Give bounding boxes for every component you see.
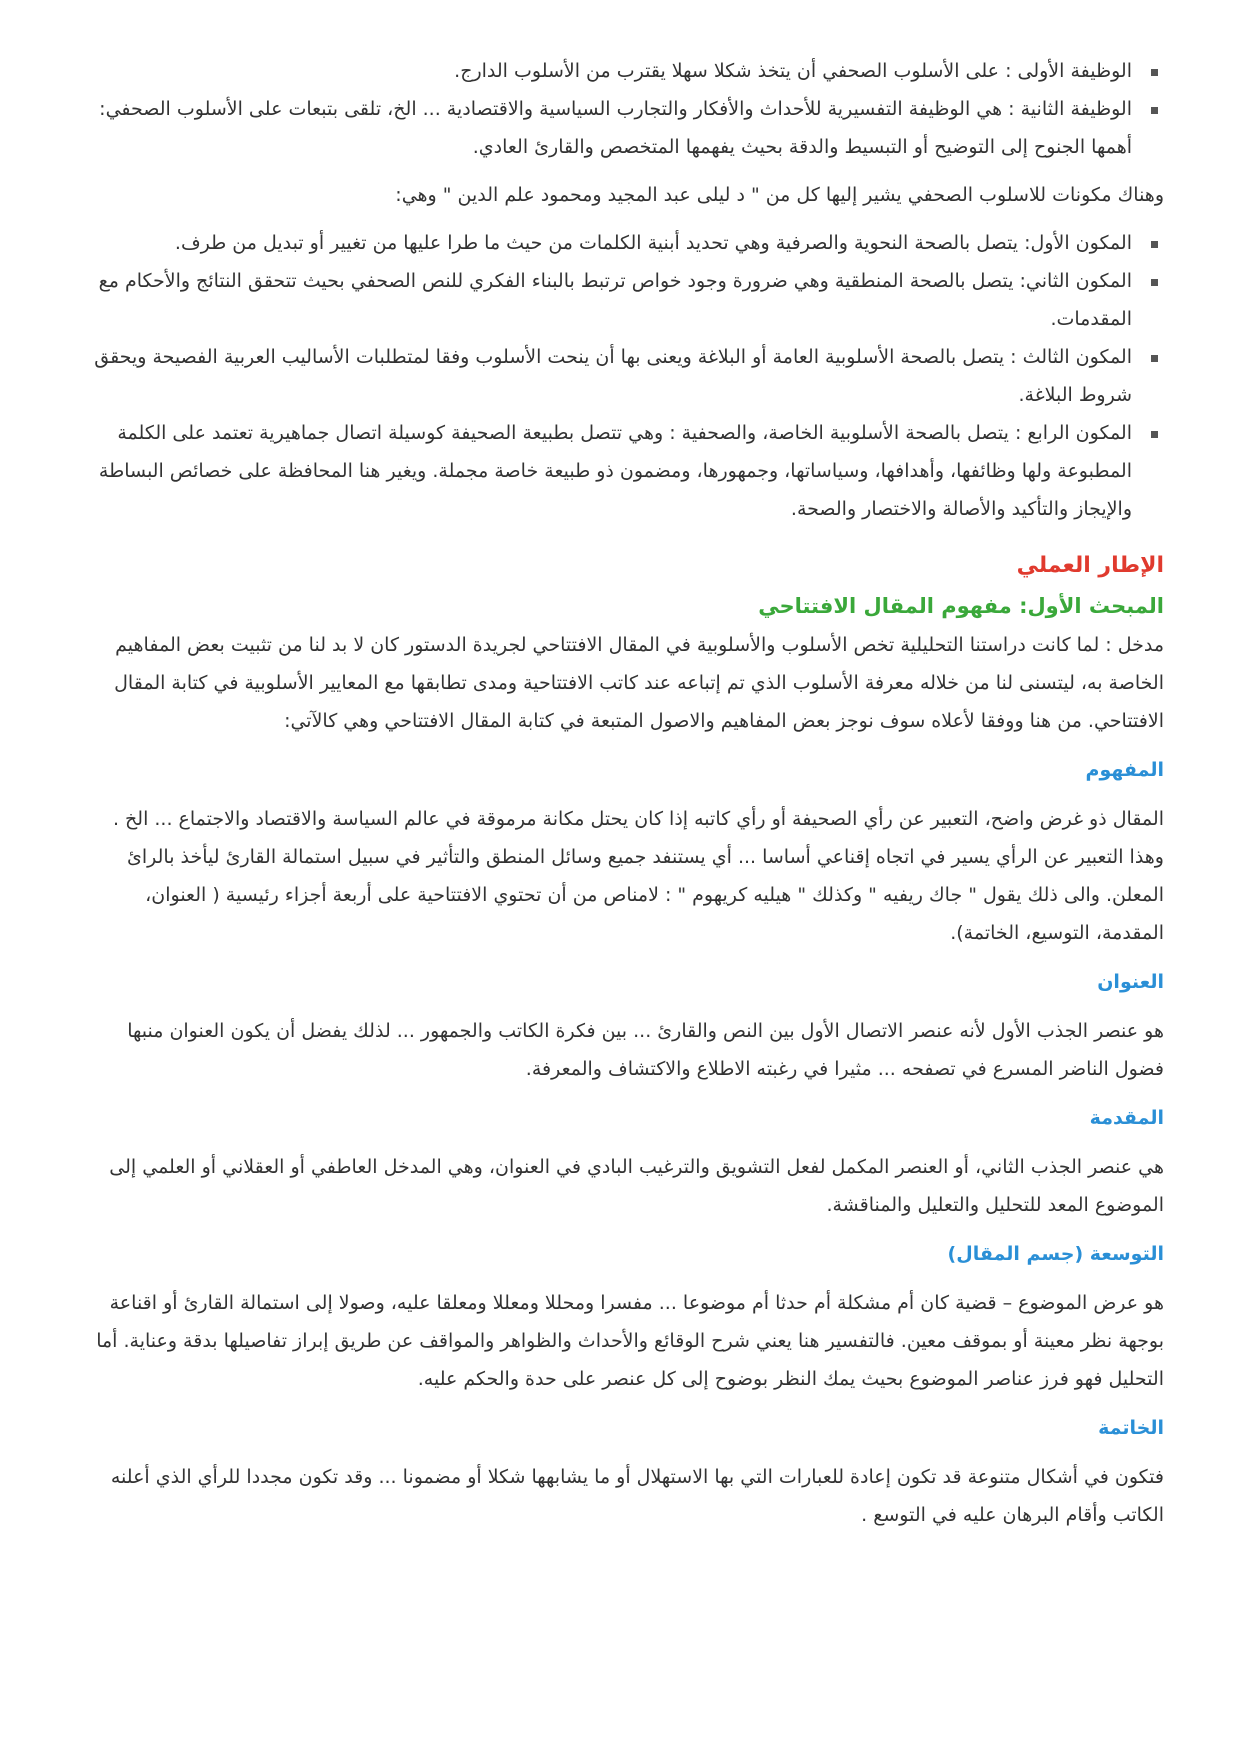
document-content bbox=[78, 52, 1164, 1534]
expansion-paragraph: هو عرض الموضوع – قضية كان أم مشكلة أم حدثا أم موضوعا ... مفسرا ومحللا ومعللا ومعلقا عليه، وصولا إلى استمالة القارئ أو اقناعة بوجهة نظر معينة أو بموقف معين. فالتفسير هنا يعني شرح الوقائع والأحداث والظواهر والمواقف عن طريق إبراز تفاصيلها بدقة وعناية. أما التحليل فهو فرز عناصر الموضوع بحيث يمك النظر بوضوح إلى كل عنصر على حدة والحكم عليه. bbox=[96, 1292, 1164, 1390]
components-list bbox=[78, 224, 1164, 528]
introduction-heading: المقدمة bbox=[1089, 1107, 1164, 1129]
introduction-paragraph: هي عنصر الجذب الثاني، أو العنصر المكمل لفعل التشويق والترغيب البادي في العنوان، وهي المدخل العاطفي أو العقلاني أو العلمي إلى الموضوع المعد للتحليل والتعليل والمناقشة. bbox=[109, 1156, 1164, 1216]
concept-paragraph: المقال ذو غرض واضح، التعبير عن رأي الصحيفة أو رأي كاتبه إذا كان يحتل مكانة مرموقة في عالم السياسة والاقتصاد والاجتماع ... الخ . وهذا التعبير عن الرأي يسير في اتجاه إقناعي أساسا ... أي يستنفد جميع وسائل المنطق والتأثير في سبيل استمالة القارئ ليأخذ بالرائ المعلن. والى ذلك يقول " جاك ريفيه " وكذلك " هيليه كريهوم " : لامناص من أن تحتوي الافتتاحية على أربعة أجزاء رئيسية ( العنوان، المقدمة، التوسيع، الخاتمة). bbox=[112, 808, 1164, 944]
title-heading: العنوان bbox=[1097, 971, 1164, 993]
list-item: المكون الثاني: يتصل بالصحة المنطقية وهي ضرورة وجود خواص ترتبط بالبناء الفكري للنص الصحفي بحيث تتحقق النتائج والأحكام مع المقدمات. bbox=[78, 262, 1132, 338]
functions-list bbox=[78, 52, 1164, 166]
concept-heading: المفهوم bbox=[1085, 759, 1164, 781]
conclusion-heading: الخاتمة bbox=[1098, 1417, 1164, 1439]
intro-paragraph: مدخل : لما كانت دراستنا التحليلية تخص الأسلوب والأسلوبية في المقال الافتتاحي لجريدة الدستور كان لا بد لنا من تثبيت بعض المفاهيم الخاصة به، ليتسنى لنا من خلاله معرفة الأسلوب الذي تم إتباعه عند كاتب الافتتاحية ومدى تطابقها مع المعايير الأسلوبية في كتابة المقال الافتتاحي. من هنا ووفقا لأعلاه سوف نوجز بعض المفاهيم والاصول المتبعة في كتابة المقال الافتتاحي وهي كالآتي: bbox=[114, 634, 1164, 732]
list-item: المكون الثالث : يتصل بالصحة الأسلوبية العامة أو البلاغة ويعنى بها أن ينحت الأسلوب وفقا لمتطلبات الأساليب العربية الفصيحة ويحقق شروط البلاغة. bbox=[78, 338, 1132, 414]
practical-heading: الإطار العملي bbox=[1016, 553, 1164, 578]
expansion-heading: التوسعة (جسم المقال) bbox=[947, 1243, 1164, 1265]
list-item: الوظيفة الثانية : هي الوظيفة التفسيرية للأحداث والأفكار والتجارب السياسية والاقتصادية ... الخ، تلقى بتبعات على الأسلوب الصحفي: أهمها الجنوح إلى التوضيح أو التبسيط والدقة بحيث يفهمها المتخصص والقارئ العادي. bbox=[78, 90, 1132, 166]
components-intro: وهناك مكونات للاسلوب الصحفي يشير إليها كل من " د ليلى عبد المجيد ومحمود علم الدين " وهي: bbox=[395, 184, 1164, 206]
list-item: المكون الأول: يتصل بالصحة النحوية والصرفية وهي تحديد أبنية الكلمات من حيث ما طرا عليها من تغيير أو تبديل من طرف. bbox=[78, 224, 1132, 262]
section1-heading: المبحث الأول: مفهوم المقال الافتتاحي bbox=[758, 594, 1164, 618]
list-item: الوظيفة الأولى : على الأسلوب الصحفي أن يتخذ شكلا سهلا يقترب من الأسلوب الدارج. bbox=[78, 52, 1132, 90]
list-item: المكون الرابع : يتصل بالصحة الأسلوبية الخاصة، والصحفية : وهي تتصل بطبيعة الصحيفة كوسيلة اتصال جماهيرية تعتمد على الكلمة المطبوعة ولها وظائفها، وأهدافها، وسياساتها، وجمهورها، ومضمون ذو طبيعة خاصة مجملة. ويغير هنا المحافظة على خصائص البساطة والإيجاز والتأكيد والأصالة والاختصار والصحة. bbox=[78, 414, 1132, 528]
title-paragraph: هو عنصر الجذب الأول لأنه عنصر الاتصال الأول بين النص والقارئ ... بين فكرة الكاتب والجمهور ... لذلك يفضل أن يكون العنوان منبها فضول الناضر المسرع في تصفحه ... مثيرا في رغبته الاطلاع والاكتشاف والمعرفة. bbox=[127, 1020, 1164, 1080]
conclusion-paragraph: فتكون في أشكال متنوعة قد تكون إعادة للعبارات التي بها الاستهلال أو ما يشابهها شكلا أو مضمونا ... وقد تكون مجددا للرأي الذي أعلنه الكاتب وأقام البرهان عليه في التوسع . bbox=[110, 1466, 1164, 1526]
